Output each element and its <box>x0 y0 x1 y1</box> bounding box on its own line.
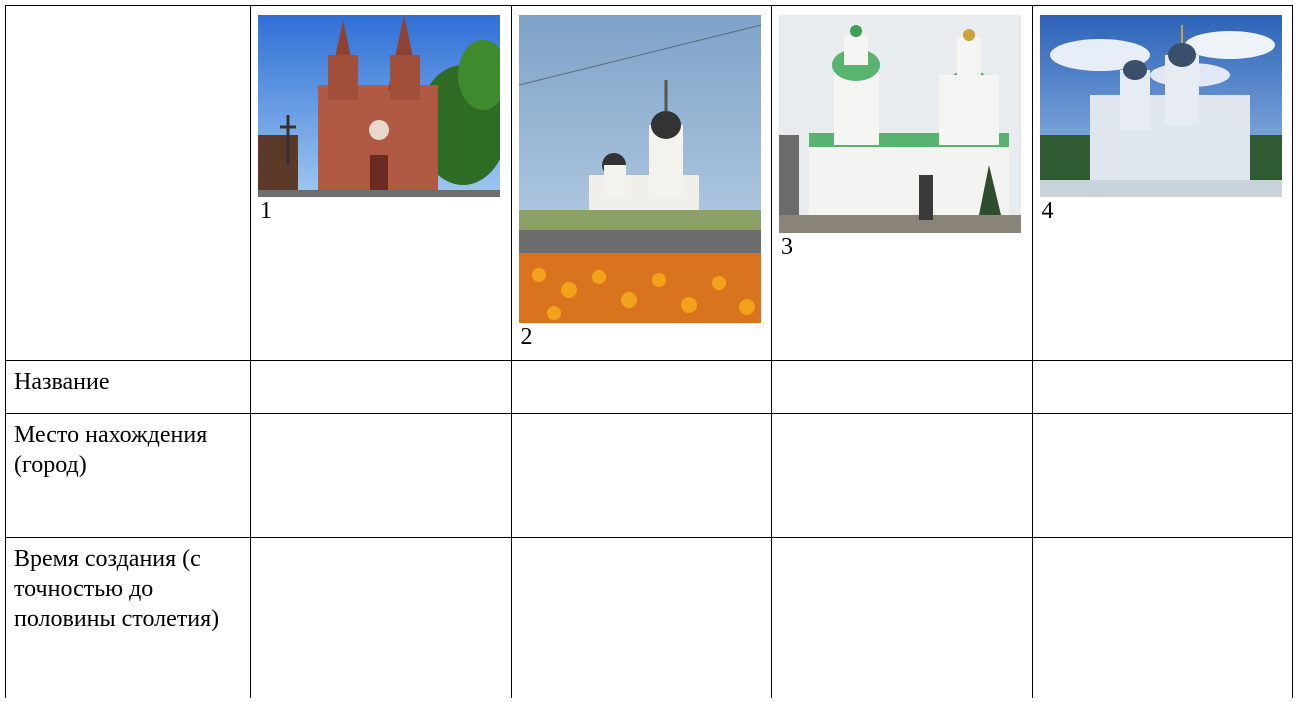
row-label-creation-time: Время создания (с точностью до половины столетия) <box>6 538 251 698</box>
red-brick-gothic-church-photo <box>258 15 500 197</box>
photos-row <box>6 6 1293 361</box>
answer-cell[interactable] <box>1032 538 1293 698</box>
white-church-with-orange-flowers-photo <box>519 15 761 323</box>
answer-cell[interactable] <box>1032 361 1293 414</box>
photo-cell-3 <box>772 6 1033 361</box>
answer-cell[interactable] <box>251 361 512 414</box>
answer-cell[interactable] <box>511 414 772 538</box>
answer-cell[interactable] <box>772 538 1033 698</box>
creation-time-row <box>6 538 1293 698</box>
answer-cell[interactable] <box>772 361 1033 414</box>
monuments-table <box>5 5 1293 698</box>
row-label-name: Название <box>6 361 251 414</box>
photo-number: 3 <box>781 234 793 260</box>
row-label-location: Место нахождения (город) <box>6 414 251 538</box>
photo-number: 4 <box>1041 198 1054 224</box>
white-church-blue-sky-photo <box>1040 15 1282 197</box>
answer-cell[interactable] <box>772 414 1033 538</box>
empty-corner-cell <box>6 6 251 361</box>
photo-cell-1 <box>251 6 512 361</box>
location-row <box>6 414 1293 538</box>
answer-cell[interactable] <box>1032 414 1293 538</box>
white-cathedral-green-domes-photo <box>779 15 1021 233</box>
answer-cell[interactable] <box>251 414 512 538</box>
photo-cell-2 <box>511 6 772 361</box>
photo-cell-4 <box>1032 6 1293 361</box>
name-row <box>6 361 1293 414</box>
photo-number: 1 <box>260 198 272 224</box>
answer-cell[interactable] <box>251 538 512 698</box>
answer-cell[interactable] <box>511 361 772 414</box>
photo-number: 2 <box>520 324 533 350</box>
answer-cell[interactable] <box>511 538 772 698</box>
